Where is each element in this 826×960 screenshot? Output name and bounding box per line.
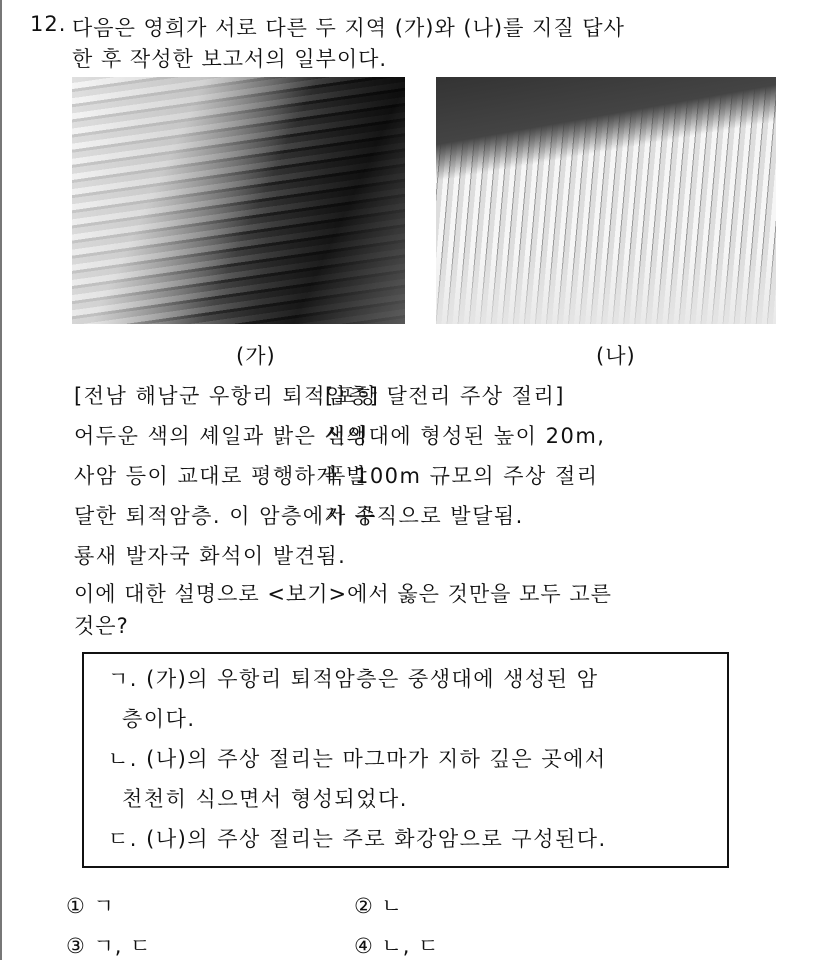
bogi-item-a-cont: 층이다.: [122, 707, 196, 731]
photo-uhangri-sedimentary-layers: [72, 77, 405, 324]
choice-4[interactable]: ④ ㄴ, ㄷ: [354, 934, 440, 958]
site-na-desc: 신생대에 형성된 높이 20m,: [325, 424, 606, 448]
choice-2[interactable]: ② ㄴ: [354, 894, 403, 918]
photo-label-ga: (가): [236, 344, 276, 368]
question-number: 12.: [30, 12, 67, 36]
question-line-2: 한 후 작성한 보고서의 일부이다.: [72, 47, 388, 71]
prompt-line-1: 이에 대한 설명으로 <보기>에서 옳은 것만을 모두 고른: [74, 582, 612, 606]
choice-3[interactable]: ③ ㄱ, ㄷ: [66, 934, 152, 958]
choice-1[interactable]: ① ㄱ: [66, 894, 115, 918]
bogi-item-a: ㄱ. (가)의 우항리 퇴적암층은 중생대에 생성된 암: [108, 667, 599, 691]
photo-label-na: (나): [596, 344, 636, 368]
page-border: [0, 0, 2, 960]
bogi-item-b-cont: 천천히 식으면서 형성되었다.: [122, 787, 408, 811]
site-ga-desc: 룡새 발자국 화석이 발견됨.: [74, 544, 347, 568]
bogi-item-c: ㄷ. (나)의 주상 절리는 주로 화강암으로 구성된다.: [108, 827, 607, 851]
site-ga-desc: 사암 등이 교대로 평행하게 발: [74, 464, 369, 488]
site-na-desc: 폭 100m 규모의 주상 절리: [325, 464, 599, 488]
site-ga-desc: 달한 퇴적암층. 이 암층에서 공: [74, 504, 377, 528]
site-na-desc: 가 수직으로 발달됨.: [325, 504, 524, 528]
photo-daljeonri-columnar-joints: [436, 77, 776, 324]
prompt-line-2: 것은?: [74, 614, 129, 638]
site-ga-desc: 어두운 색의 셰일과 밝은 색의: [74, 424, 369, 448]
bogi-item-b: ㄴ. (나)의 주상 절리는 마그마가 지하 깊은 곳에서: [108, 747, 607, 771]
question-line-1: 다음은 영희가 서로 다른 두 지역 (가)와 (나)를 지질 답사: [72, 16, 625, 40]
site-na-title: [포항 달전리 주상 절리]: [325, 384, 565, 408]
site-ga-title: [전남 해남군 우항리 퇴적암층]: [74, 384, 380, 408]
